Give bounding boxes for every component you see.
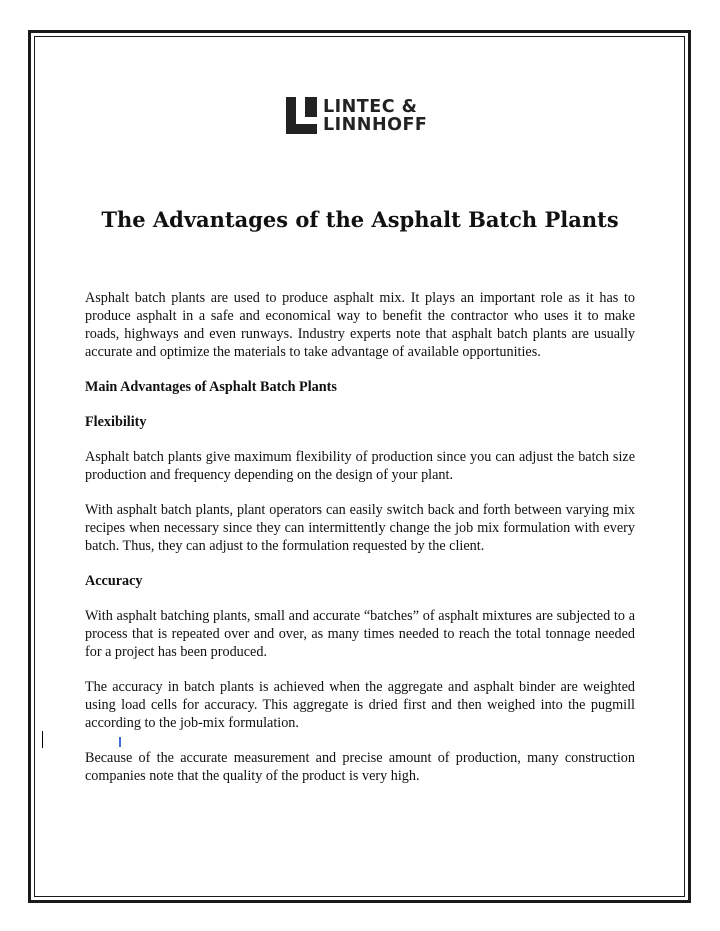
- logo-mark-icon: [286, 97, 317, 134]
- text-cursor-bar: [42, 731, 43, 748]
- logo-line-2: LINNHOFF: [323, 114, 428, 135]
- flexibility-paragraph-2: With asphalt batch plants, plant operators can easily switch back and forth between varying mix recipes when necessary since they can intermittently change the job mix formulation with every batch. Thus, they can adjust to the formulation requested by the client.: [85, 502, 635, 554]
- accuracy-paragraph-1: With asphalt batching plants, small and accurate “batches” of asphalt mixtures are subjected to a process that is repeated over and over, as many times needed to reach the total tonnage needed for a project has been produced.: [85, 608, 635, 660]
- logo-line-1: LINTEC &: [323, 96, 418, 117]
- flexibility-paragraph-1: Asphalt batch plants give maximum flexibility of production since you can adjust the batch size production and frequency depending on the design of your plant.: [85, 449, 635, 483]
- document-body: [85, 289, 635, 802]
- accuracy-paragraph-3: Because of the accurate measurement and precise amount of production, many construction companies note that the quality of the product is very high.: [85, 750, 635, 784]
- section-heading-accuracy: Accuracy: [85, 573, 143, 589]
- section-heading-main-advantages: Main Advantages of Asphalt Batch Plants: [85, 379, 337, 395]
- document-title: The Advantages of the Asphalt Batch Plants: [101, 207, 619, 232]
- section-heading-flexibility: Flexibility: [85, 414, 147, 430]
- company-logo: [286, 97, 427, 134]
- logo-text: [323, 98, 427, 134]
- accuracy-paragraph-2: The accuracy in batch plants is achieved when the aggregate and asphalt binder are weighted using load cells for accuracy. This aggregate is dried first and then weighed into the pugmill according to the job-mix formulation.: [85, 679, 635, 731]
- insertion-caret: [119, 737, 121, 747]
- intro-paragraph: Asphalt batch plants are used to produce asphalt mix. It plays an important role as it has to produce asphalt in a safe and economical way to benefit the contractor who uses it to make roads, highways and even runways. Industry experts note that asphalt batch plants are usually accurate and optimize the materials to take advantage of available opportunities.: [85, 290, 635, 360]
